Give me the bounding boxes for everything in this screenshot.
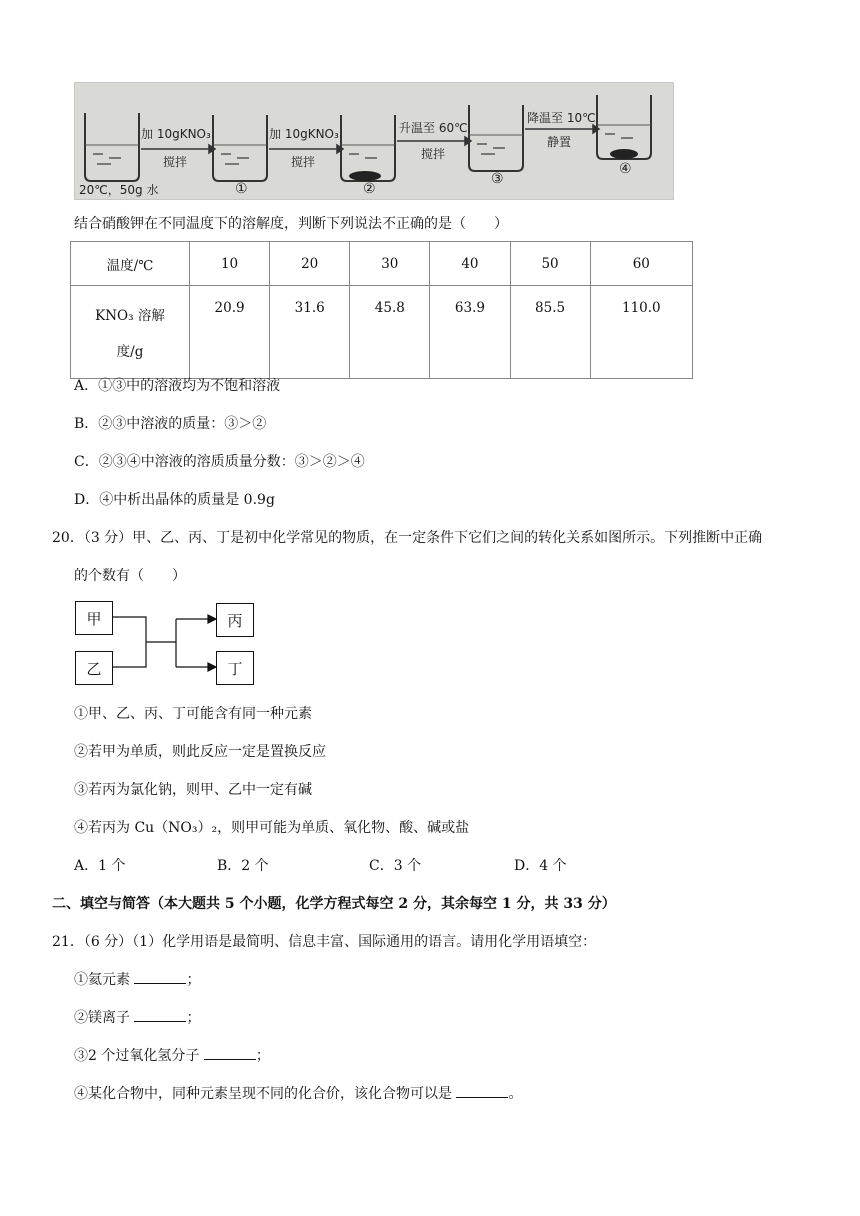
step1-label: 加 10gKNO₃ xyxy=(141,127,211,141)
box-bing: 丙 xyxy=(216,603,254,637)
q20-statement-2: ②若甲为单质，则此反应一定是置换反应 xyxy=(74,744,326,760)
temp-cell: 40 xyxy=(430,242,510,286)
q21-item-1 xyxy=(74,969,200,989)
q20-choice-a: A．1 个 xyxy=(74,858,126,874)
answer-blank[interactable] xyxy=(134,1009,186,1022)
q21-stem: 21．（6 分）（1）化学用语是最简明、信息丰富、国际通用的语言。请用化学用语填空： xyxy=(52,934,597,950)
q21-item-end: ； xyxy=(186,972,201,988)
answer-blank[interactable] xyxy=(204,1047,256,1060)
q21-item-3 xyxy=(74,1045,270,1065)
q21-item-4 xyxy=(74,1083,522,1103)
step3-label: 升温至 60℃ xyxy=(399,121,468,135)
q20-stem-line1: 20．（3 分）甲、乙、丙、丁是初中化学常见的物质，在一定条件下它们之间的转化关系如图所示。下列推断中正确 xyxy=(52,530,763,546)
beaker-label-2: ② xyxy=(363,181,376,197)
q20-statement-4: ④若丙为 Cu（NO₃）₂，则甲可能为单质、氧化物、酸、碱或盐 xyxy=(74,820,470,836)
value-cell: 20.9 xyxy=(190,286,270,379)
q21-item-text: ④某化合物中，同种元素呈现不同的化合价，该化合物可以是 xyxy=(74,1086,457,1102)
temp-cell: 10 xyxy=(190,242,270,286)
q21-item-end: ； xyxy=(186,1010,201,1026)
q20-statement-1: ①甲、乙、丙、丁可能含有同一种元素 xyxy=(74,706,312,722)
beaker-label-4: ④ xyxy=(619,161,632,177)
q19-option-b: B．②③中溶液的质量：③＞② xyxy=(74,416,267,432)
step4-label: 降温至 10℃ xyxy=(527,111,596,125)
value-cell: 110.0 xyxy=(590,286,692,379)
beaker-label-1: ① xyxy=(235,181,248,197)
value-cell: 85.5 xyxy=(510,286,590,379)
q21-item-text: ③2 个过氧化氢分子 xyxy=(74,1048,204,1064)
q20-choice-d: D．4 个 xyxy=(514,858,567,874)
q20-stem-line2: 的个数有（ ） xyxy=(74,568,186,584)
box-jia: 甲 xyxy=(75,601,113,635)
row-label-line1: KNO₃ 溶解 xyxy=(95,308,165,324)
value-cell: 63.9 xyxy=(430,286,510,379)
q19-option-a: A．①③中的溶液均为不饱和溶液 xyxy=(74,378,281,394)
q21-item-text: ②镁离子 xyxy=(74,1010,135,1026)
value-cell: 45.8 xyxy=(350,286,430,379)
step2-label: 加 10gKNO₃ xyxy=(269,127,339,141)
q19-stem: 结合硝酸钾在不同温度下的溶解度，判断下列说法不正确的是（ ） xyxy=(74,216,508,232)
q19-option-d: D．④中析出晶体的质量是 0.9g xyxy=(74,492,275,508)
value-cell: 31.6 xyxy=(270,286,350,379)
temp-cell: 60 xyxy=(590,242,692,286)
beaker-label-3: ③ xyxy=(491,171,504,187)
temp-cell: 50 xyxy=(510,242,590,286)
rest-label: 静置 xyxy=(547,135,572,149)
stir2-label: 搅拌 xyxy=(291,155,316,169)
section-2-title: 二、填空与简答（本大题共 5 个小题，化学方程式每空 2 分，其余每空 1 分，共 33 分） xyxy=(52,896,616,912)
temp-cell: 20 xyxy=(270,242,350,286)
q21-item-end: 。 xyxy=(508,1086,523,1102)
box-yi: 乙 xyxy=(75,651,113,685)
start-label: 20℃，50g 水 xyxy=(79,183,159,197)
temp-cell: 30 xyxy=(350,242,430,286)
q21-item-end: ； xyxy=(255,1048,270,1064)
stir3-label: 搅拌 xyxy=(421,147,446,161)
q21-item-text: ①氦元素 xyxy=(74,972,135,988)
box-ding: 丁 xyxy=(216,651,254,685)
q21-item-2 xyxy=(74,1007,200,1027)
answer-blank[interactable] xyxy=(456,1085,508,1098)
q19-option-c: C．②③④中溶液的溶质质量分数：③＞②＞④ xyxy=(74,454,365,470)
table-header: 温度/℃ xyxy=(71,242,190,286)
q20-choice-b: B．2 个 xyxy=(217,858,269,874)
answer-blank[interactable] xyxy=(134,971,186,984)
q20-choice-c: C．3 个 xyxy=(369,858,422,874)
stir1-label: 搅拌 xyxy=(163,155,188,169)
row-label-line2: 度/g xyxy=(116,344,144,360)
q20-statement-3: ③若丙为氯化钠，则甲、乙中一定有碱 xyxy=(74,782,312,798)
